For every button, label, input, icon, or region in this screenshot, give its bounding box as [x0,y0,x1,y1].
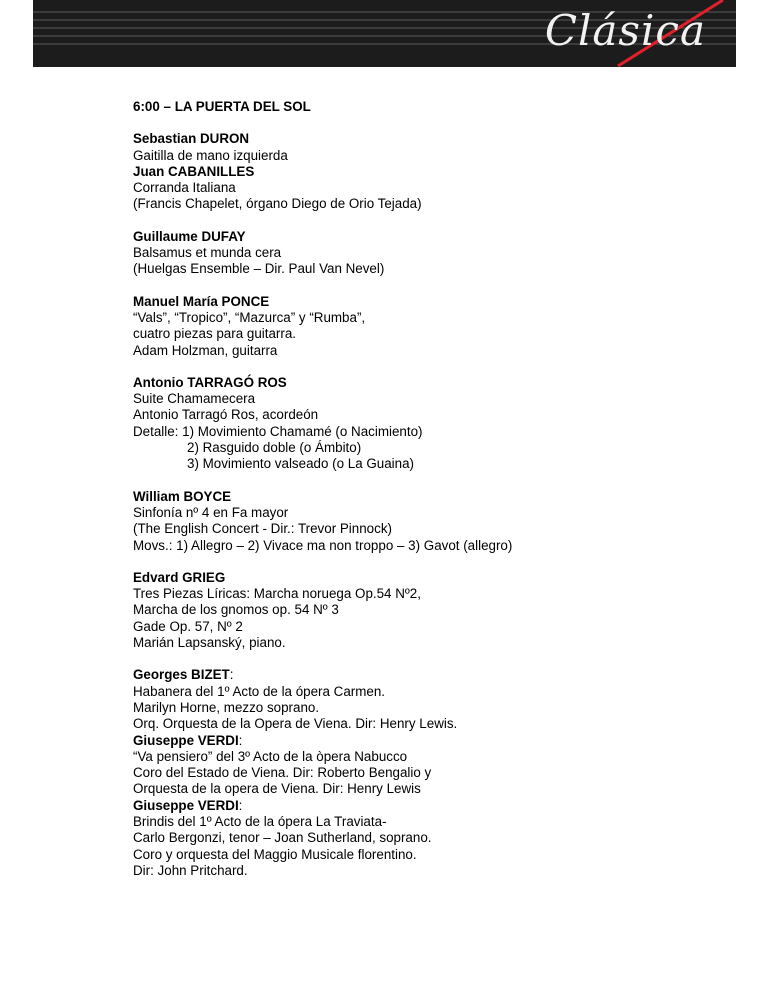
performer-line: Orquesta de la opera de Viena. Dir: Henry Lewis [133,781,421,797]
work-line: Sinfonía nº 4 en Fa mayor [133,504,289,520]
program-listing [133,99,733,895]
composer-line: Giuseppe VERDI: [133,797,243,813]
performer-line: Coro y orquesta del Maggio Musicale florentino. [133,846,417,862]
work-line: Brindis del 1º Acto de la ópera La Traviata- [133,813,387,829]
composer-name: William BOYCE [133,488,232,504]
header-banner [33,0,736,67]
detail-line: Detalle: 1) Movimiento Chamamé (o Nacimiento) [133,423,423,439]
work-line: Balsamus et munda cera [133,245,282,261]
work-line: Corranda Italiana [133,180,236,196]
work-line: Gade Op. 57, Nº 2 [133,618,243,634]
clasica-logo: Clásica [544,6,706,55]
composer-line: Giuseppe VERDI: [133,732,243,748]
work-line: Marcha de los gnomos op. 54 Nº 3 [133,602,339,618]
program-block [133,489,733,554]
performer-line: Dir: John Pritchard. [133,862,248,878]
performer-line: Marián Lapsanský, piano. [133,635,286,651]
program-time-title: 6:00 – LA PUERTA DEL SOL [133,99,311,114]
performer-line: Orq. Orquesta de la Opera de Viena. Dir: Henry Lewis. [133,716,458,732]
work-line: Habanera del 1º Acto de la ópera Carmen. [133,683,386,699]
composer-name: Antonio TARRAGÓ ROS [133,374,287,390]
work-line: Suite Chamamecera [133,391,256,407]
program-block [133,667,733,879]
composer-name: Juan CABANILLES [133,163,255,179]
composer-name: Giuseppe VERDI [133,797,239,813]
program-block [133,375,733,473]
work-line: Gaitilla de mano izquierda [133,147,288,163]
performer-line: (Huelgas Ensemble – Dir. Paul Van Nevel) [133,261,385,277]
composer-line: Georges BIZET: [133,667,234,683]
work-line: “Vals”, “Tropico”, “Mazurca” y “Rumba”, [133,309,366,325]
work-line: cuatro piezas para guitarra. [133,326,297,342]
performer-line: Carlo Bergonzi, tenor – Joan Sutherland, soprano. [133,830,432,846]
detail-line: 2) Rasguido doble (o Ámbito) [187,440,362,456]
program-block [133,294,733,359]
detail-line: 3) Movimiento valseado (o La Guaina) [187,456,415,472]
performer-line: (Francis Chapelet, órgano Diego de Orio Tejada) [133,196,422,212]
composer-name: Edvard GRIEG [133,569,226,585]
performer-line: Adam Holzman, guitarra [133,342,278,358]
composer-name: Manuel María PONCE [133,293,270,309]
program-block [133,229,733,278]
program-block [133,131,733,212]
detail-line: Movs.: 1) Allegro – 2) Vivace ma non troppo – 3) Gavot (allegro) [133,537,513,553]
composer-name: Sebastian DURON [133,131,250,147]
composer-name: Georges BIZET [133,667,230,683]
work-line: “Va pensiero” del 3º Acto de la òpera Nabucco [133,748,408,764]
performer-line: (The English Concert - Dir.: Trevor Pinnock) [133,521,392,537]
performer-line: Marilyn Horne, mezzo soprano. [133,699,320,715]
performer-line: Coro del Estado de Viena. Dir: Roberto Bengalio y [133,765,432,781]
work-line: Tres Piezas Líricas: Marcha noruega Op.54 Nº2, [133,586,421,602]
composer-name: Giuseppe VERDI [133,732,239,748]
performer-line: Antonio Tarragó Ros, acordeón [133,407,319,423]
composer-name: Guillaume DUFAY [133,228,246,244]
program-block [133,570,733,651]
